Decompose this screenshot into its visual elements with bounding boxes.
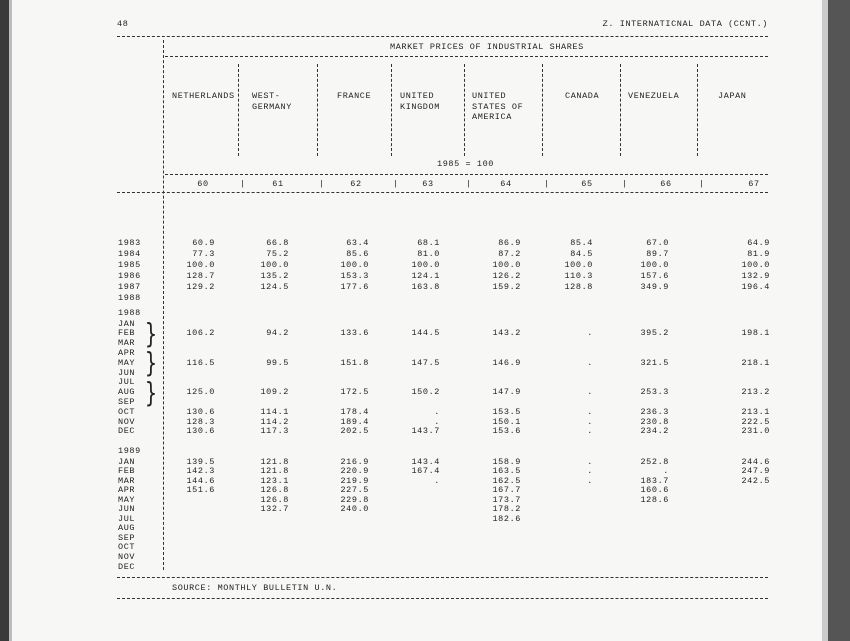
cell-value: 130.6: [186, 406, 215, 417]
cell-value: 153.6: [492, 426, 521, 437]
cell-value: 81.9: [747, 248, 770, 259]
cell-value: 253.3: [640, 387, 669, 398]
cell-value: 153.3: [340, 270, 369, 281]
cell-value: .: [587, 387, 593, 398]
row-label: FEB: [118, 466, 136, 477]
cell-value: 151.6: [186, 485, 215, 496]
column-header-label: CANADA: [565, 91, 600, 101]
cell-value: 106.2: [186, 328, 215, 339]
column-header-label: UNITED: [400, 91, 435, 101]
cell-value: 143.4: [411, 456, 440, 467]
column-number: 62: [350, 179, 362, 189]
cell-value: 349.9: [640, 281, 669, 292]
cell-value: 63.4: [346, 237, 369, 248]
cell-value: 89.7: [646, 248, 669, 259]
cell-value: 100.0: [186, 259, 215, 270]
cell-value: 231.0: [741, 426, 770, 437]
column-header-label: UNITED: [472, 91, 507, 101]
cell-value: 189.4: [340, 416, 369, 427]
row-label: AUG: [118, 523, 136, 534]
column-header-label: KINGDOM: [400, 101, 440, 112]
cell-value: 143.2: [492, 328, 521, 339]
cell-value: .: [434, 475, 440, 486]
cell-value: 135.2: [260, 270, 289, 281]
cell-value: 68.1: [417, 237, 440, 248]
row-label: FEB: [118, 328, 136, 339]
cell-value: 144.6: [186, 475, 215, 486]
row-label: 1987: [118, 281, 141, 292]
cell-value: 132.9: [741, 270, 770, 281]
divider: [165, 174, 768, 175]
cell-value: 124.1: [411, 270, 440, 281]
cell-value: .: [434, 406, 440, 417]
cell-value: 167.7: [492, 485, 521, 496]
cell-value: 121.8: [260, 456, 289, 467]
cell-value: .: [587, 328, 593, 339]
page-number: 48: [117, 19, 129, 29]
column-header-label: GERMANY: [252, 101, 292, 112]
cell-value: 87.2: [498, 248, 521, 259]
year-heading: 1988: [118, 307, 141, 318]
column-rule: [697, 64, 698, 156]
cell-value: 100.0: [492, 259, 521, 270]
cell-value: 182.6: [492, 513, 521, 524]
column-header-label: JAPAN: [718, 91, 747, 101]
cell-value: 144.5: [411, 328, 440, 339]
cell-value: 85.4: [570, 237, 593, 248]
cell-value: 173.7: [492, 494, 521, 505]
cell-value: .: [587, 406, 593, 417]
cell-value: .: [587, 475, 593, 486]
cell-value: 240.0: [340, 504, 369, 515]
column-separator: |: [466, 179, 472, 189]
cell-value: 234.2: [640, 426, 669, 437]
cell-value: .: [587, 426, 593, 437]
divider: [117, 577, 768, 578]
cell-value: 84.5: [570, 248, 593, 259]
cell-value: 81.0: [417, 248, 440, 259]
cell-value: 230.8: [640, 416, 669, 427]
row-label: 1984: [118, 248, 141, 259]
row-label: NOV: [118, 552, 136, 562]
column-number: 66: [660, 179, 672, 189]
cell-value: 147.5: [411, 357, 440, 368]
cell-value: 121.8: [260, 466, 289, 477]
column-number: 65: [581, 179, 593, 189]
column-rule: [238, 64, 239, 156]
cell-value: 99.5: [266, 357, 289, 368]
column-header-label: WEST-: [252, 91, 281, 101]
cell-value: 64.9: [747, 237, 770, 248]
row-label: MAY: [118, 357, 136, 368]
row-label: JUN: [118, 367, 136, 378]
cell-value: 178.4: [340, 406, 369, 417]
divider: [117, 36, 768, 37]
cell-value: 177.6: [340, 281, 369, 292]
cell-value: 216.9: [340, 456, 369, 467]
cell-value: 158.9: [492, 456, 521, 467]
cell-value: 123.1: [260, 475, 289, 486]
cell-value: 94.2: [266, 328, 289, 339]
column-rule: [542, 64, 543, 156]
divider: [117, 192, 768, 193]
cell-value: 100.0: [640, 259, 669, 270]
cell-value: 109.2: [260, 387, 289, 398]
column-header-label: AMERICA: [472, 112, 512, 122]
cell-value: 157.6: [640, 270, 669, 281]
cell-value: 395.2: [640, 328, 669, 339]
column-separator: |: [544, 179, 550, 189]
year-heading: 1989: [118, 445, 141, 456]
cell-value: 126.2: [492, 270, 521, 281]
row-label: DEC: [118, 561, 136, 572]
cell-value: 162.5: [492, 475, 521, 486]
column-number: 67: [748, 179, 760, 189]
cell-value: 229.8: [340, 494, 369, 505]
section-title: Z. INTERNATICNAL DATA (CCNT.): [602, 19, 768, 29]
cell-value: .: [587, 357, 593, 368]
cell-value: 128.6: [640, 494, 669, 505]
column-header-label: VENEZUELA: [628, 91, 680, 101]
cell-value: .: [587, 416, 593, 427]
column-separator: |: [319, 179, 325, 189]
cell-value: 132.7: [260, 504, 289, 515]
quarter-brace-icon: }: [144, 346, 158, 380]
row-label: MAY: [118, 494, 136, 505]
cell-value: 153.5: [492, 406, 521, 417]
cell-value: 114.2: [260, 416, 289, 427]
cell-value: 128.3: [186, 416, 215, 427]
cell-value: 252.8: [640, 456, 669, 467]
cell-value: 125.0: [186, 387, 215, 398]
column-separator: |: [240, 179, 246, 189]
column-rule: [464, 64, 465, 156]
cell-value: 147.9: [492, 387, 521, 398]
cell-value: 222.5: [741, 416, 770, 427]
row-label: JUL: [118, 377, 136, 388]
column-number: 64: [500, 179, 512, 189]
cell-value: 218.1: [741, 357, 770, 368]
row-label: MAR: [118, 338, 136, 349]
cell-value: 100.0: [564, 259, 593, 270]
row-label: OCT: [118, 406, 136, 417]
column-number: 60: [197, 179, 209, 189]
quarter-brace-icon: }: [144, 375, 158, 409]
cell-value: 202.5: [340, 426, 369, 437]
column-rule: [391, 64, 392, 156]
cell-value: 150.2: [411, 387, 440, 398]
cell-value: 100.0: [411, 259, 440, 270]
cell-value: 160.6: [640, 485, 669, 496]
table-title: MARKET PRICES OF INDUSTRIAL SHARES: [390, 42, 584, 52]
cell-value: 242.5: [741, 475, 770, 486]
cell-value: 117.3: [260, 426, 289, 437]
column-header-label: STATES OF: [472, 101, 524, 112]
cell-value: 151.8: [340, 357, 369, 368]
row-label: APR: [118, 347, 136, 358]
cell-value: 126.8: [260, 494, 289, 505]
cell-value: 247.9: [741, 466, 770, 477]
row-label: OCT: [118, 542, 136, 553]
cell-value: 183.7: [640, 475, 669, 486]
cell-value: .: [587, 456, 593, 467]
cell-value: 100.0: [260, 259, 289, 270]
column-header-label: FRANCE: [337, 91, 372, 101]
row-label: MAR: [118, 475, 136, 486]
column-separator: |: [699, 179, 705, 189]
row-label: 1986: [118, 270, 141, 281]
row-label: JUN: [118, 504, 136, 515]
cell-value: 129.2: [186, 281, 215, 292]
cell-value: 198.1: [741, 328, 770, 339]
cell-value: 150.1: [492, 416, 521, 427]
cell-value: 321.5: [640, 357, 669, 368]
cell-value: 213.1: [741, 406, 770, 417]
row-label: JUL: [118, 513, 136, 524]
column-number: 63: [422, 179, 434, 189]
cell-value: 227.5: [340, 485, 369, 496]
divider: [117, 598, 768, 599]
row-label: DEC: [118, 426, 136, 437]
cell-value: 126.8: [260, 485, 289, 496]
column-number: 61: [272, 179, 284, 189]
cell-value: 128.8: [564, 281, 593, 292]
cell-value: 219.9: [340, 475, 369, 486]
cell-value: 130.6: [186, 426, 215, 437]
cell-value: 100.0: [340, 259, 369, 270]
cell-value: 220.9: [340, 466, 369, 477]
cell-value: .: [587, 466, 593, 477]
column-rule: [620, 64, 621, 156]
cell-value: 196.4: [741, 281, 770, 292]
row-label: AUG: [118, 387, 136, 398]
cell-value: 116.5: [186, 357, 215, 368]
row-label: JAN: [118, 456, 136, 467]
row-label: 1988: [118, 292, 141, 303]
cell-value: 114.1: [260, 406, 289, 417]
cell-value: 60.9: [192, 237, 215, 248]
column-separator: |: [622, 179, 628, 189]
cell-value: 172.5: [340, 387, 369, 398]
quarter-brace-icon: }: [144, 316, 158, 350]
cell-value: 167.4: [411, 466, 440, 477]
cell-value: 159.2: [492, 281, 521, 292]
scan-border-left: [0, 0, 9, 641]
source-note: SOURCE: MONTHLY BULLETIN U.N.: [172, 582, 338, 593]
cell-value: 100.0: [741, 259, 770, 270]
cell-value: .: [434, 416, 440, 427]
column-rule: [317, 64, 318, 156]
cell-value: 163.5: [492, 466, 521, 477]
cell-value: 128.7: [186, 270, 215, 281]
cell-value: 236.3: [640, 406, 669, 417]
column-separator: |: [393, 179, 399, 189]
row-label: 1983: [118, 237, 141, 248]
stub-column-rule: [163, 40, 164, 570]
cell-value: 85.6: [346, 248, 369, 259]
cell-value: 77.3: [192, 248, 215, 259]
cell-value: 66.8: [266, 237, 289, 248]
cell-value: 142.3: [186, 466, 215, 477]
row-label: SEP: [118, 532, 136, 543]
row-label: SEP: [118, 396, 136, 407]
divider: [165, 56, 768, 57]
cell-value: 163.8: [411, 281, 440, 292]
scan-border-right: [828, 0, 850, 641]
base-year-note: 1985 = 100: [437, 159, 495, 169]
cell-value: 75.2: [266, 248, 289, 259]
cell-value: 146.9: [492, 357, 521, 368]
row-label: JAN: [118, 318, 136, 329]
cell-value: 86.9: [498, 237, 521, 248]
cell-value: 110.3: [564, 270, 593, 281]
cell-value: 143.7: [411, 426, 440, 437]
row-label: APR: [118, 485, 136, 496]
cell-value: 67.0: [646, 237, 669, 248]
row-label: 1985: [118, 259, 141, 270]
cell-value: 178.2: [492, 504, 521, 515]
row-label: NOV: [118, 416, 136, 427]
scan-border-left-edge: [9, 0, 12, 641]
cell-value: 139.5: [186, 456, 215, 467]
cell-value: .: [663, 466, 669, 477]
cell-value: 244.6: [741, 456, 770, 467]
cell-value: 124.5: [260, 281, 289, 292]
cell-value: 133.6: [340, 328, 369, 339]
column-header-label: NETHERLANDS: [172, 91, 235, 101]
cell-value: 213.2: [741, 387, 770, 398]
